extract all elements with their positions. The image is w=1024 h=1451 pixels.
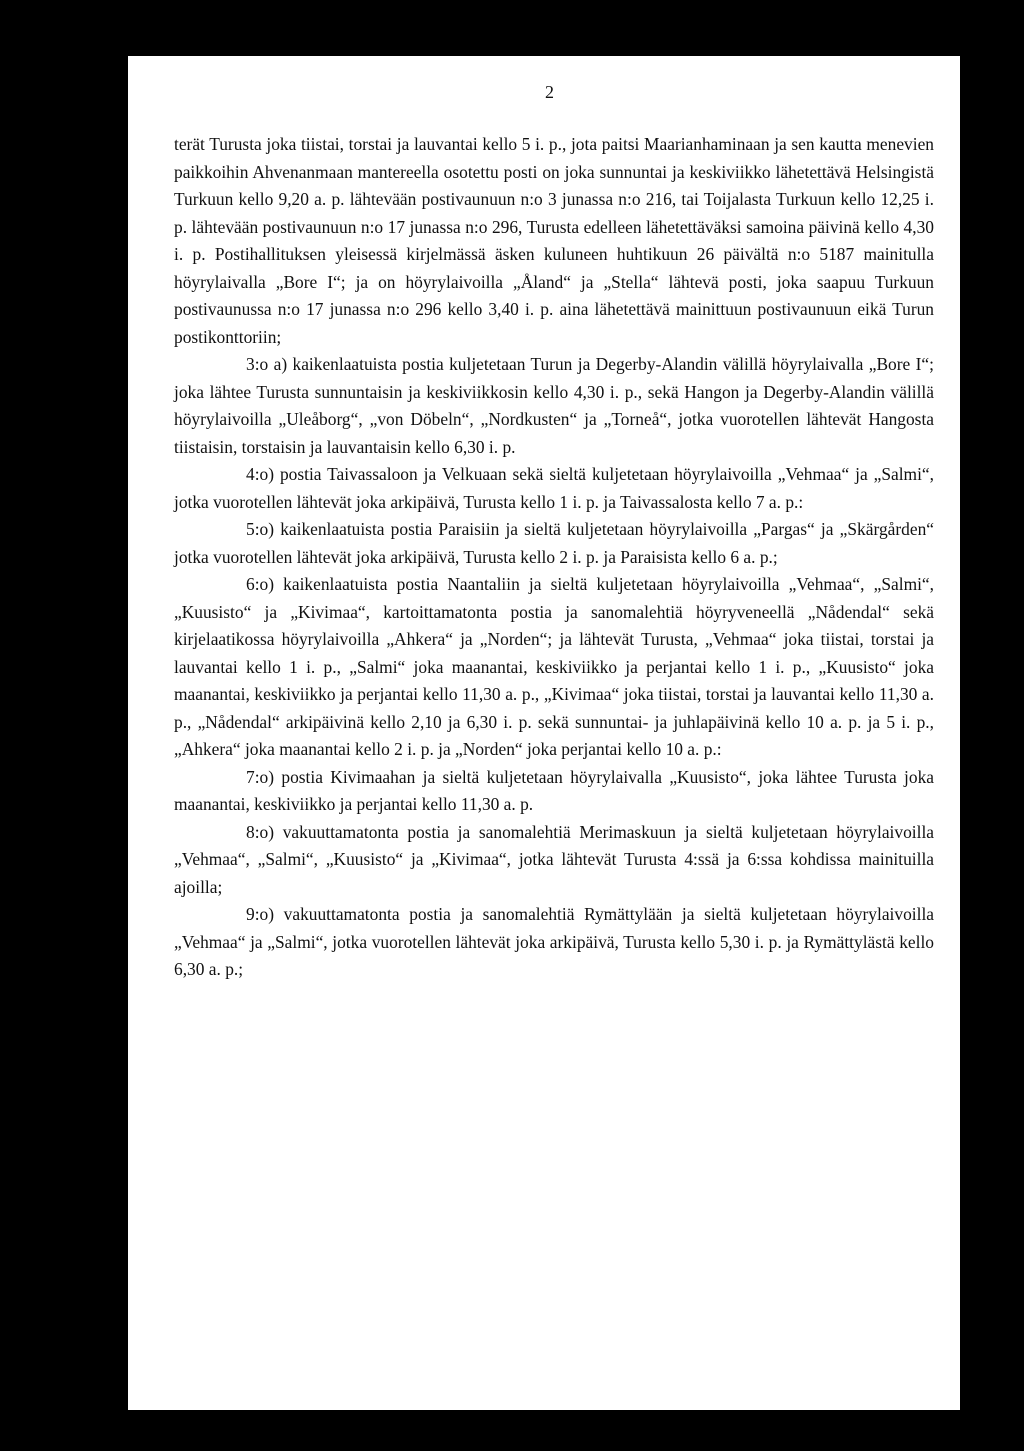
document-sheet bbox=[128, 56, 960, 1410]
paragraph-2: 3:o a) kaikenlaatuista postia kuljetetaan Turun ja Degerby-Alandin välillä höyrylaivalla „Bore I“; joka lähtee Turusta sunnuntaisin ja keskiviikkosin kello 4,30 i. p., sekä Hangon ja Degerby-Alandin välillä höyrylaivoilla „Uleåborg“, „von Döbeln“, „Nordkusten“ ja „Torneå“, jotka vuorotellen lähtevät Hangosta tiistaisin, torstaisin ja lauvantaisin kello 6,30 i. p. bbox=[174, 354, 934, 457]
paragraph-5: 6:o) kaikenlaatuista postia Naantaliin ja sieltä kuljetetaan höyrylaivoilla „Vehmaa“, „Salmi“, „Kuusisto“ ja „Kivimaa“, kartoittamatonta postia ja sanomalehtiä höyryveneellä „Nådendal“ sekä kirjelaatikossa höyrylaivoilla „Ahkera“ ja „Norden“; ja lähtevät Turusta, „Vehmaa“ joka tiistai, torstai ja lauvantai kello 1 i. p., „Salmi“ joka maanantai, keskiviikko ja perjantai kello 1 i. p., „Kuusisto“ joka maanantai, keskiviikko ja perjantai kello 11,30 a. p., „Kivimaa“ joka tiistai, torstai ja lauvantai kello 11,30 a. p., „Nådendal“ arkipäivinä kello 2,10 ja 6,30 i. p. sekä sunnuntai- ja juhlapäivinä kello 10 a. p. ja 5 i. p., „Ahkera“ joka maanantai kello 2 i. p. ja „Norden“ joka perjantai kello 10 a. p.: bbox=[174, 574, 934, 759]
paragraph-7: 8:o) vakuuttamatonta postia ja sanomalehtiä Merimaskuun ja sieltä kuljetetaan höyrylaivoilla „Vehmaa“, „Salmi“, „Kuusisto“ ja „Kivimaa“, jotka lähtevät Turusta 4:ssä ja 6:ssa kohdissa mainituilla ajoilla; bbox=[174, 821, 934, 897]
paragraph-3: 4:o) postia Taivassaloon ja Velkuaan sekä sieltä kuljetetaan höyrylaivoilla „Vehmaa“ ja „Salmi“, jotka vuorotellen lähtevät joka arkipäivä, Turusta kello 1 i. p. ja Taivassalosta kello 7 a. p.: bbox=[174, 464, 934, 512]
body-text bbox=[174, 131, 934, 984]
page-number: 2 bbox=[545, 82, 554, 102]
paragraph-6: 7:o) postia Kivimaahan ja sieltä kuljetetaan höyrylaivalla „Kuusisto“, joka lähtee Turusta joka maanantai, keskiviikko ja perjantai kello 11,30 a. p. bbox=[174, 766, 934, 814]
paragraph-4: 5:o) kaikenlaatuista postia Paraisiin ja sieltä kuljetetaan höyrylaivoilla „Pargas“ ja „Skärgården“ jotka vuorotellen lähtevät joka arkipäivä, Turusta kello 2 i. p. ja Paraisista kello 6 a. p.; bbox=[174, 519, 934, 567]
paragraph-8: 9:o) vakuuttamatonta postia ja sanomalehtiä Rymättylään ja sieltä kuljetetaan höyrylaivoilla „Vehmaa“ ja „Salmi“, jotka vuorotellen lähtevät joka arkipäivä, Turusta kello 5,30 i. p. ja Rymättylästä kello 6,30 a. p.; bbox=[174, 904, 934, 979]
paragraph-1: terät Turusta joka tiistai, torstai ja lauvantai kello 5 i. p., jota paitsi Maarianhaminaan ja sen kautta menevien paikkoihin Ahvenanmaan mantereella osotettu posti on joka sunnuntai ja keskiviikko lähetettävä Helsingistä Turkuun kello 9,20 a. p. lähtevään postivaunuun n:o 3 junassa n:o 216, tai Toijalasta Turkuun kello 12,25 i. p. lähtevään postivaunuun n:o 17 junassa n:o 296, Turusta edelleen lähetettäväksi samoina päivinä kello 4,30 i. p. Postihallituksen yleisessä kirjelmässä äsken kuluneen huhtikuun 26 päivältä n:o 5187 mainitulla höyrylaivalla „Bore I“; ja on höyrylaivoilla „Åland“ ja „Stella“ lähtevä posti, joka saapuu Turkuun postivaunussa n:o 17 junassa n:o 296 kello 3,40 i. p. aina lähetettävä mainittuun postivaunuun eikä Turun postikonttoriin; bbox=[174, 134, 934, 347]
